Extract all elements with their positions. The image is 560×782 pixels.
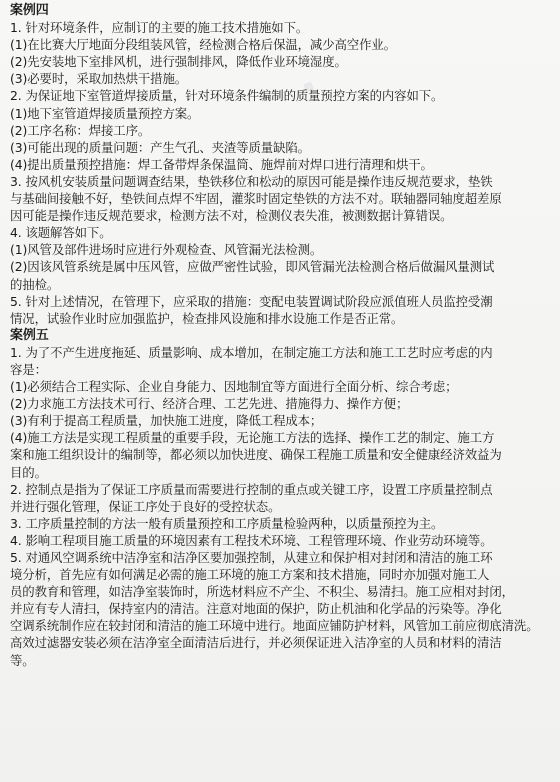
text-line: 1. 针对环境条件，应制订的主要的施工技术措施如下。 xyxy=(10,20,309,36)
text-line: 目的。 xyxy=(10,464,47,480)
text-line: (2)力求施工方法技术可行、经济合理、工艺先进、措施得力、操作方便； xyxy=(10,396,409,412)
text-line: (1)地下室管道焊接质量预控方案。 xyxy=(10,105,200,121)
text-line: (2)工序名称：焊接工序。 xyxy=(10,122,151,138)
text-line: 因可能是操作违反规范要求，检测方法不对，检测仪表失准，被测数据计算错误。 xyxy=(10,208,453,224)
text-line: 3. 按风机安装质量问题调查结果，垫铁移位和松动的原因可能是操作违反规范要求，垫铁 xyxy=(10,173,493,189)
text-line: 境分析，首先应有如何满足必需的施工环境的施工方案和技术措施，同时亦加强对施工人 xyxy=(10,567,490,583)
text-line: 5. 针对上述情况，在管理下，应采取的措施：变配电装置调试阶段应派值班人员监控受潮 xyxy=(10,293,493,309)
text-line: 员的教育和管理，如洁净室装饰时，所选材料应不产尘、不积尘、易清扫。施工应相对封闭， xyxy=(10,584,514,600)
text-line: (1)必须结合工程实际、企业自身能力、因地制宜等方面进行全面分析、综合考虑； xyxy=(10,379,458,395)
text-line: 3. 工序质量控制的方法一般有质量预控和工序质量检验两种，以质量预控为主。 xyxy=(10,515,444,531)
text-line: 1. 为了不产生进度拖延、质量影响、成本增加，在制定施工方法和施工工艺时应考虑的内 xyxy=(10,344,493,360)
text-line: 2. 为保证地下室管道焊接质量，针对环境条件编制的质量预控方案的内容如下。 xyxy=(10,88,444,104)
text-line: 并应有专人清扫，保持室内的清洁。注意对地面的保护，防止机油和化学品的污染等。净化 xyxy=(10,601,502,617)
text-line: 空调系统制作应在较封闭和清洁的施工环境中进行。地面应铺防护材料，风管加工前应彻底清洗。 xyxy=(10,618,539,634)
text-line: (1)风管及部件进场时应进行外观检查、风管漏光法检测。 xyxy=(10,242,323,258)
text-line: (4)提出质量预控措施：焊工备带焊条保温筒、施焊前对焊口进行清理和烘干。 xyxy=(10,156,433,172)
text-line: 2. 控制点是指为了保证工序质量而需要进行控制的重点或关键工序，设置工序质量控制点 xyxy=(10,481,493,497)
text-line: 等。 xyxy=(10,652,35,668)
text-line: 4. 影响工程项目施工质量的环境因素有工程技术环境、工程管理环境、作业劳动环境等。 xyxy=(10,532,493,548)
text-line: (4)施工方法是实现工程质量的重要手段，无论施工方法的选择、操作工艺的制定、施工方 xyxy=(10,430,495,446)
watermark: · xyxy=(290,58,327,116)
text-line: (3)必要时，采取加热烘干措施。 xyxy=(10,71,188,87)
section-heading: 案例五 xyxy=(10,327,49,343)
text-line: 情况，试验作业时应加强监护，检查排风设施和排水设施工作是否正常。 xyxy=(10,310,404,326)
text-line: (2)因该风管系统是属中压风管，应做严密性试验，即风管漏光法检测合格后做漏风量测试 xyxy=(10,259,495,275)
text-line: 的抽检。 xyxy=(10,276,60,292)
text-line: 与基础间接触不好，垫铁间点焊不牢固，灌浆时固定垫铁的方法不对。联轴器同轴度超差原 xyxy=(10,191,502,207)
text-line: (2)先安装地下室排风机，进行强制排风，降低作业环境湿度。 xyxy=(10,54,347,70)
text-line: (3)有利于提高工程质量，加快施工进度，降低工程成本； xyxy=(10,413,323,429)
text-line: (1)在比赛大厅地面分段组装风管，经检测合格后保温，减少高空作业。 xyxy=(10,37,396,53)
text-line: 容是： xyxy=(10,361,47,377)
text-line: 并进行强化管理，保证工序处于良好的受控状态。 xyxy=(10,498,281,514)
section-heading: 案例四 xyxy=(10,3,49,18)
text-line: 5. 对通风空调系统中洁净室和洁净区要加强控制，从建立和保护相对封闭和清洁的施工环 xyxy=(10,550,493,565)
text-line: (3)可能出现的质量问题：产生气孔、夹渣等质量缺陷。 xyxy=(10,139,310,155)
document-body xyxy=(10,2,552,669)
text-line: 案和施工组织设计的编制等，都必须以加快进度、确保工程施工质量和安全健康经济效益为 xyxy=(10,447,502,463)
text-line: 4. 该题解答如下。 xyxy=(10,225,112,241)
text-line: 高效过滤器安装必须在洁净室全面清洁后进行，并必须保证进入洁净室的人员和材料的清洁 xyxy=(10,635,502,651)
